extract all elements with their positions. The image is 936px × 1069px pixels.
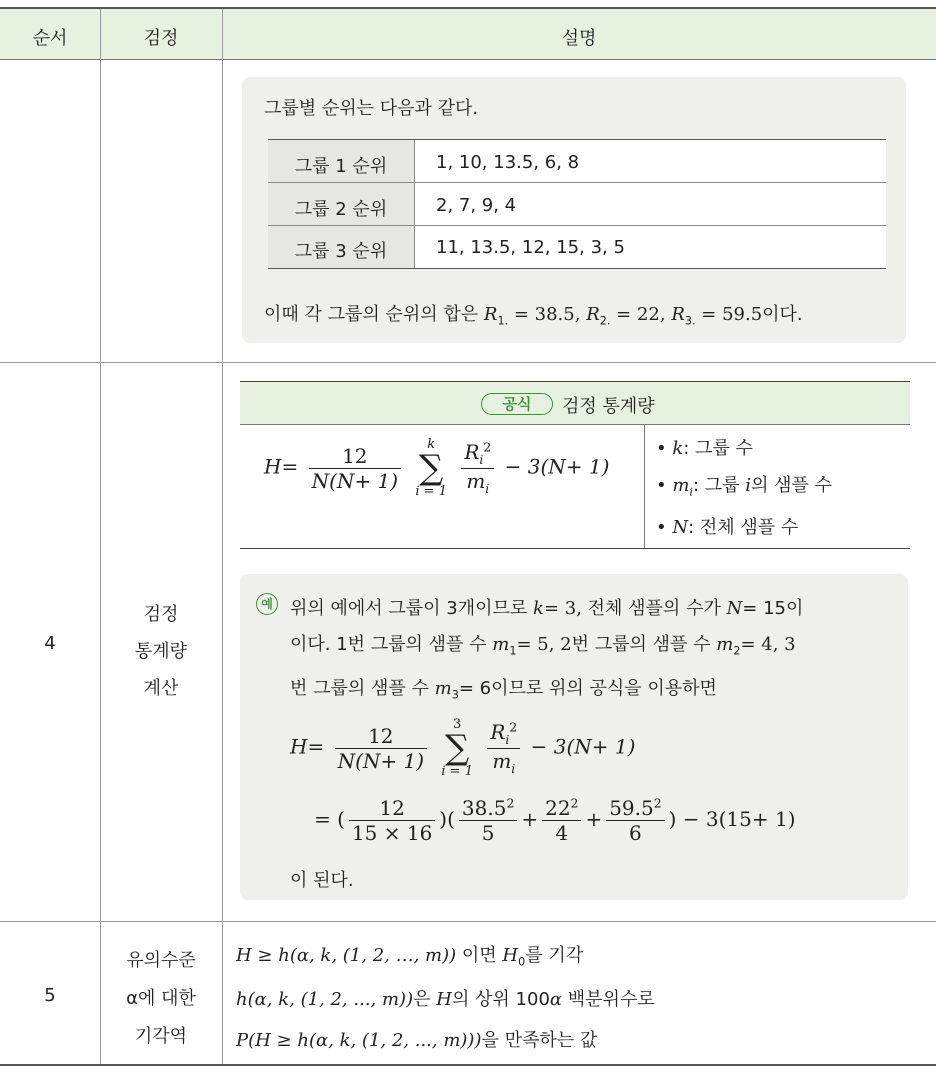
rejection-line: P(H ≥ h(α, k, (1, 2, ..., m)))을 만족하는 값 bbox=[236, 1030, 598, 1051]
main-formula: H= $\frac{12}{N(N+ 1)}$ k ∑ i = 1 $\frac{R_i^2}{m_i}$ − 3(N+ 1) bbox=[264, 437, 610, 499]
example-line: 번 그룹의 샘플 수 $m_3= 6$이므로 위의 공식을 이용하면 bbox=[290, 678, 717, 702]
test-name-line: 기각역 bbox=[134, 1026, 188, 1047]
header-desc: 설명 bbox=[561, 28, 597, 49]
formula-title: 검정 통계량 bbox=[562, 396, 655, 417]
formula-badge: 공식 bbox=[481, 393, 553, 415]
table-bottom-border bbox=[0, 1064, 936, 1066]
test-name bbox=[100, 942, 222, 1056]
rejection-line: h(α, k, (1, 2, ..., m))은 H의 상위 100α 백분위수로 bbox=[236, 989, 655, 1010]
example-end: 이 된다. bbox=[290, 870, 354, 891]
row-divider-2 bbox=[0, 921, 936, 922]
rank-label: 그룹 1 순위 bbox=[294, 156, 388, 177]
header-test: 검정 bbox=[143, 28, 179, 49]
formula-box bbox=[240, 381, 910, 549]
ranking-intro: 그룹별 순위는 다음과 같다. bbox=[264, 98, 479, 119]
rank-row-divider bbox=[268, 225, 886, 226]
step-number: 4 bbox=[44, 633, 56, 654]
rank-table bbox=[268, 139, 886, 269]
test-name-line: 검정 bbox=[143, 604, 179, 625]
test-name-line: 계산 bbox=[143, 678, 179, 699]
legend-item: • N: 전체 샘플 수 bbox=[656, 517, 799, 538]
example-formula: H= $\frac{12}{N(N+ 1)}$ 3 ∑ i = 1 $\frac{R_i^2}{m_i}$ − 3(N+ 1) bbox=[290, 717, 636, 779]
test-name bbox=[100, 596, 222, 707]
rank-column-divider bbox=[414, 140, 415, 268]
step-number: 5 bbox=[44, 985, 56, 1006]
formula-divider bbox=[644, 424, 645, 548]
column-divider-2 bbox=[222, 9, 223, 1066]
row-divider-1 bbox=[0, 362, 936, 363]
rank-row-divider bbox=[268, 182, 886, 183]
rank-sum-sentence: 이때 각 그룹의 순위의 합은 $R_{1.} = 38.5$, $R_{2.} = 22$, $R_{3.} = 59.5$이다. bbox=[264, 304, 803, 328]
test-name-line: 유의수준 bbox=[126, 950, 196, 971]
example-line: 위의 예에서 그룹이 3개이므로 k= 3, 전체 샘플의 수가 N= 15이 bbox=[290, 598, 804, 619]
header-step: 순서 bbox=[32, 28, 68, 49]
rank-values: 2, 7, 9, 4 bbox=[436, 195, 517, 216]
example-line: 이다. 1번 그룹의 샘플 수 $m_1= 5$, 2번 그룹의 샘플 수 $m_2= 4$, 3 bbox=[290, 634, 796, 658]
rejection-line: H ≥ h(α, k, (1, 2, …, m)) 이면 $H_0$를 기각 bbox=[236, 945, 584, 969]
example-formula-substituted: = ( $\frac{12}{15 \times 16}$ )( $\frac{38.5^2}{5}$ + $\frac{22^2}{4}$ + $\frac{59.5^2}{6}$ ) − 3(15+ 1) bbox=[314, 795, 796, 845]
example-badge: 예 bbox=[256, 593, 278, 615]
column-divider-1 bbox=[100, 9, 101, 1066]
test-name-line: 통계량 bbox=[134, 641, 188, 662]
rank-label: 그룹 2 순위 bbox=[294, 199, 388, 220]
rank-label: 그룹 3 순위 bbox=[294, 241, 388, 262]
legend-item: • $m_i$: 그룹 i의 샘플 수 bbox=[656, 475, 833, 499]
legend-item: • k: 그룹 수 bbox=[656, 438, 753, 459]
test-name-line: α에 대한 bbox=[126, 988, 196, 1009]
rank-values: 1, 10, 13.5, 6, 8 bbox=[436, 152, 580, 173]
rank-values: 11, 13.5, 12, 15, 3, 5 bbox=[436, 237, 625, 258]
